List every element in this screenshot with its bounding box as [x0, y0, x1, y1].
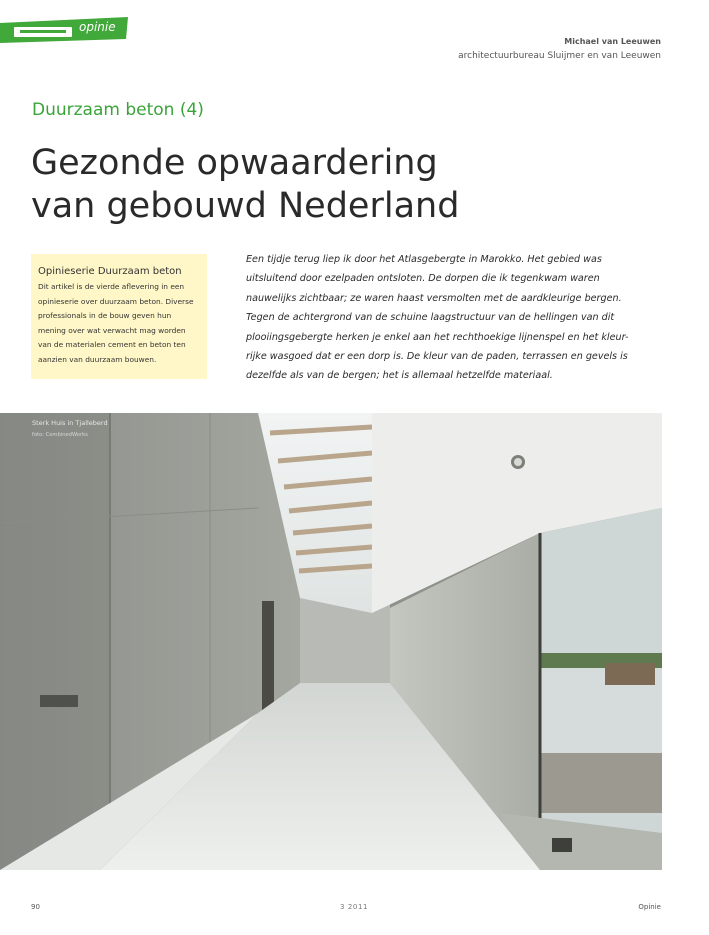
- sidebar-line: professionals in de bouw geven hun: [38, 311, 172, 321]
- page-number: 90: [31, 903, 40, 911]
- intro-line: rijke wasgoed dat er een dorp is. De kleur van de paden, terrassen en gevels is: [246, 351, 628, 363]
- intro-line: Een tijdje terug liep ik door het Atlasgebergte in Marokko. Het gebied was: [246, 254, 602, 265]
- sidebar-body: [38, 280, 199, 368]
- article-intro: [246, 250, 666, 386]
- intro-line: uitsluitend door ezelpaden ontsloten. De dorpen die ik tegenkwam waren: [246, 273, 600, 285]
- intro-line: Tegen de achtergrond van de schuine laagstructuur van de hellingen van dit: [246, 312, 615, 324]
- article-headline: [31, 142, 631, 228]
- sidebar-title: Opinieserie Duurzaam beton: [38, 266, 182, 277]
- photo-credit: foto: CombinedWorks: [32, 432, 88, 438]
- intro-line: dezelfde als van de bergen; het is allemaal hetzelfde materiaal.: [246, 370, 553, 382]
- intro-line: nauwelijks zichtbaar; ze waren haast versmolten met de aardkleurige bergen.: [246, 292, 622, 304]
- section-label: opinie: [79, 20, 116, 34]
- author-office: architectuurbureau Sluijmer en van Leeuwen: [458, 51, 661, 61]
- sidebar-line: van de materialen cement en beton ten: [38, 340, 186, 350]
- article-kicker: Duurzaam beton (4): [32, 100, 204, 120]
- section-tag: [0, 17, 128, 43]
- issue-number: 3 2011: [340, 903, 369, 911]
- intro-line: plooiingsgebergte herken je enkel aan het rechthoekige lijnenspel en het kleur-: [246, 331, 629, 343]
- photo-illustration: [0, 413, 662, 870]
- interior-photo: [0, 413, 662, 870]
- headline-line: Gezonde opwaardering: [31, 143, 438, 183]
- author-name: Michael van Leeuwen: [564, 37, 661, 46]
- series-sidebar: [31, 254, 207, 379]
- headline-line: van gebouwd Nederland: [31, 186, 460, 226]
- sidebar-line: mening over wat verwacht mag worden: [38, 325, 186, 335]
- magazine-logo: [14, 27, 72, 37]
- sidebar-line: opinieserie over duurzaam beton. Diverse: [38, 296, 194, 306]
- sidebar-line: Dit artikel is de vierde aflevering in een: [38, 282, 185, 291]
- photo-caption: Sterk Huis in Tjalleberd: [32, 419, 108, 427]
- footer-section: Opinie: [638, 903, 661, 911]
- sidebar-line: aanzien van duurzaam bouwen.: [38, 354, 157, 364]
